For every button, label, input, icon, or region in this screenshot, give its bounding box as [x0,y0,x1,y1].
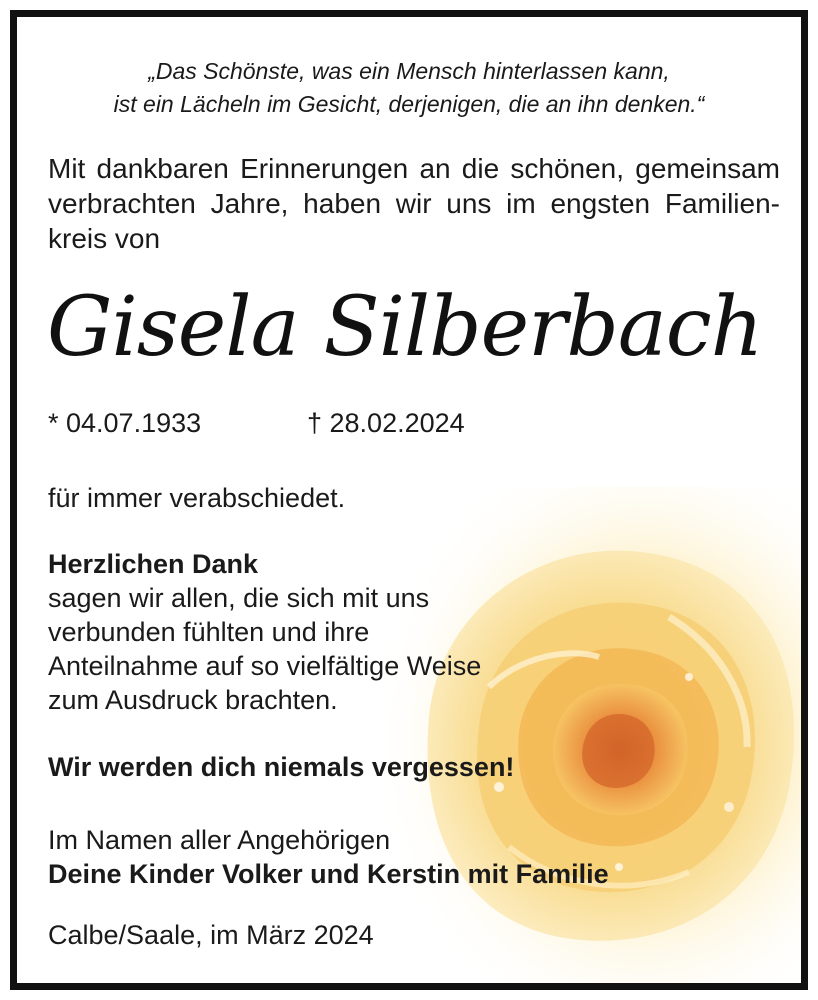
family-signature [48,823,609,891]
thanks-line-3: Anteilnahme auf so vielfältige Weise [48,651,482,681]
thanks-line-1: sagen wir allen, die sich mit uns [48,583,430,613]
intro-line-3: kreis von [48,223,161,254]
never-forget-text: Wir werden dich niemals vergessen! [48,752,515,782]
quote-line-1: „Das Schönste, was ein Mensch hinterlassen kann, [148,58,670,84]
thanks-line-2: verbunden fühlten und ihre [48,617,370,647]
deceased-name: Gisela Silberbach [47,280,763,375]
quote [17,55,801,121]
family-line-2: Deine Kinder Volker und Kerstin mit Familie [48,859,609,889]
place-date: Calbe/Saale, im März 2024 [48,920,374,950]
death-date: † 28.02.2024 [307,408,465,438]
notice-content [17,17,801,983]
quote-line-2: ist ein Lächeln im Gesicht, derjenigen, die an ihn denken.“ [113,91,705,117]
birth-date: * 04.07.1933 [48,408,202,438]
intro-line-1: Mit dankbaren Erinnerungen an die schönen, gemeinsam [48,153,780,184]
thanks-section [48,547,481,717]
farewell-text: für immer verabschiedet. [48,483,346,513]
intro-line-2: verbrachten Jahre, haben wir uns im engsten Familien- [48,188,780,219]
intro-text [48,151,780,256]
thanks-heading: Herzlichen Dank [48,549,259,579]
notice-frame [10,10,808,990]
thanks-line-4: zum Ausdruck brachten. [48,685,338,715]
family-line-1: Im Namen aller Angehörigen [48,825,391,855]
